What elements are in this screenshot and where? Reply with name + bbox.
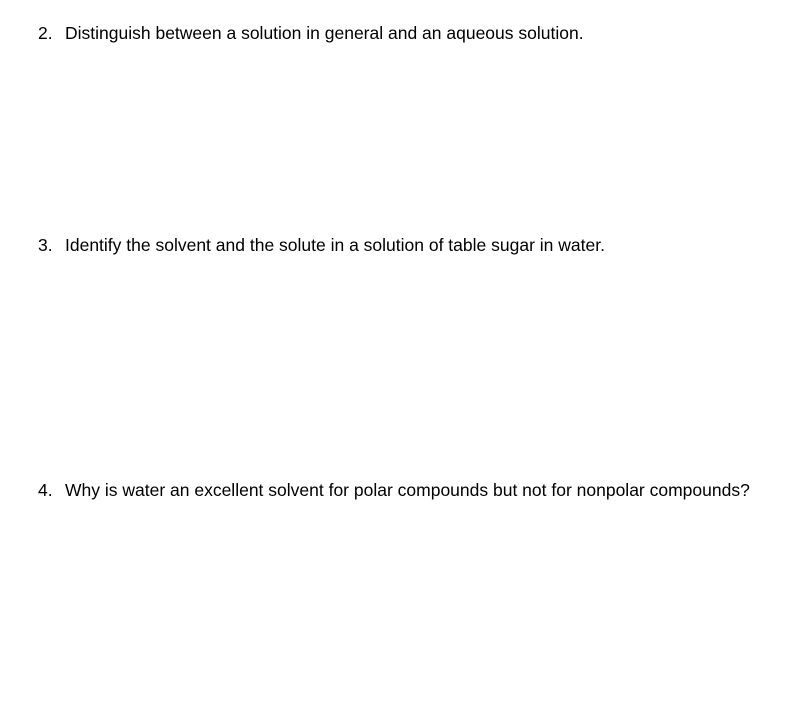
question-2 (38, 22, 584, 44)
question-text: Why is water an excellent solvent for polar compounds but not for nonpolar compounds? (65, 480, 750, 500)
question-text: Distinguish between a solution in general and an aqueous solution. (65, 23, 584, 43)
question-number: 2. (38, 23, 53, 43)
question-3 (38, 234, 605, 256)
question-4 (38, 479, 750, 501)
question-text: Identify the solvent and the solute in a solution of table sugar in water. (65, 235, 605, 255)
question-number: 4. (38, 480, 53, 500)
question-number: 3. (38, 235, 53, 255)
